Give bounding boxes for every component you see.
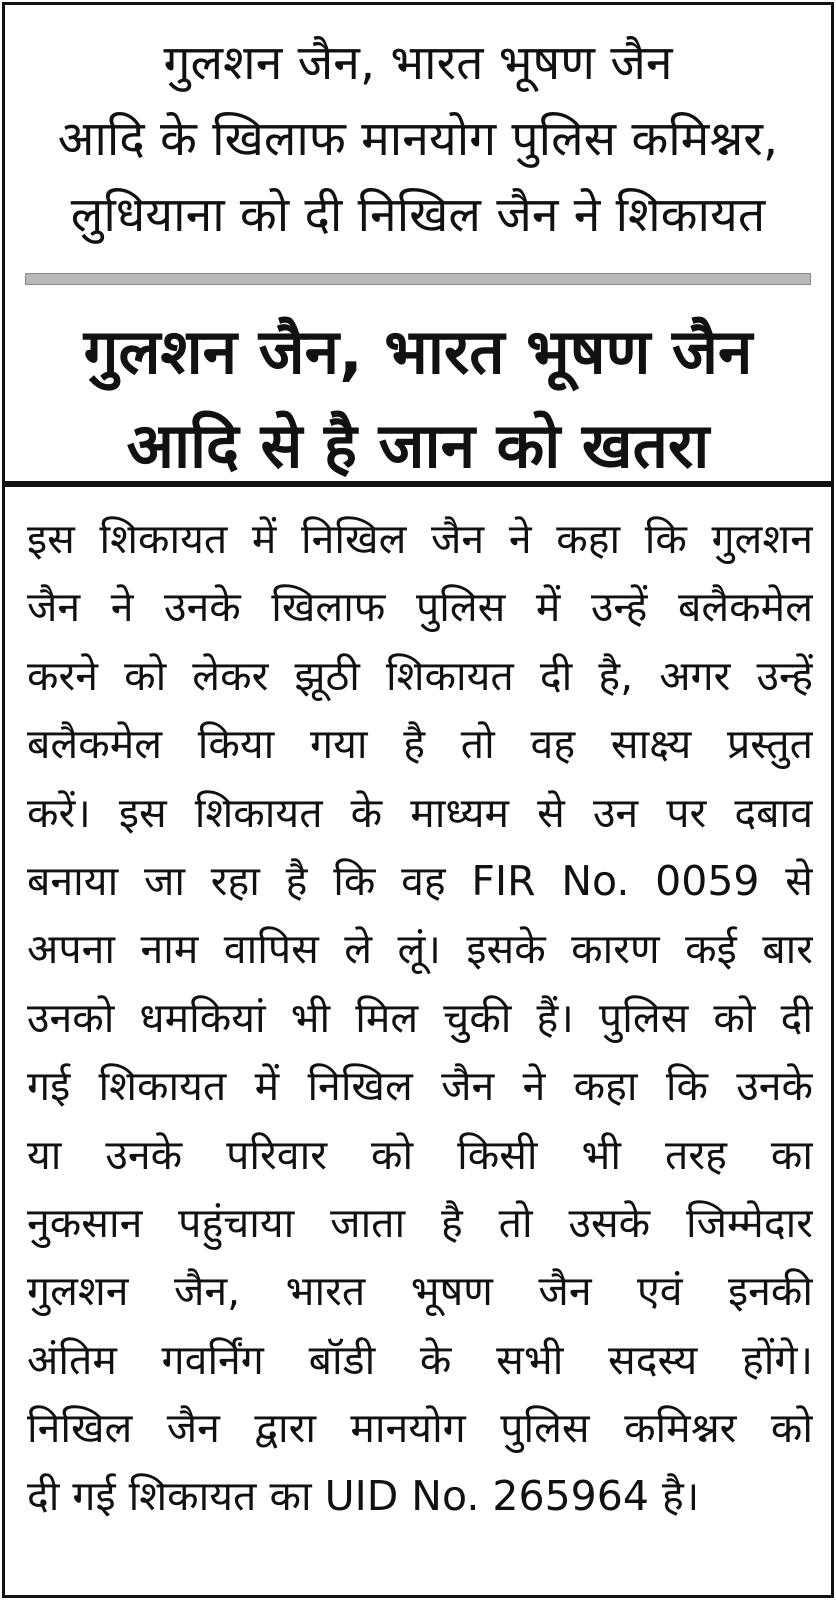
body-line: गई शिकायत में निखिल जैन ने कहा कि उनके bbox=[27, 1062, 813, 1111]
headline-line: आदि से है जान को खतरा bbox=[126, 409, 710, 482]
headline-box bbox=[5, 5, 831, 487]
headline bbox=[5, 305, 831, 493]
headline-line: गुलशन जैन, भारत भूषण जैन bbox=[83, 315, 753, 388]
subheadline-line: आदि के खिलाफ मानयोग पुलिस कमिश्नर, bbox=[57, 111, 779, 167]
article-body bbox=[27, 505, 813, 1531]
body-line: करें। इस शिकायत के माध्यम से उन पर दबाव bbox=[27, 788, 813, 837]
subheadline bbox=[5, 25, 831, 253]
body-line: करने को लेकर झूठी शिकायत दी है, अगर उन्हें bbox=[27, 651, 813, 700]
body-line: अंतिम गवर्निंग बॉडी के सभी सदस्य होंगे। bbox=[27, 1335, 813, 1384]
body-line: गुलशन जैन, भारत भूषण जैन एवं इनकी bbox=[27, 1267, 813, 1316]
body-line: जैन ने उनके खिलाफ पुलिस में उन्हें बलैकमेल bbox=[27, 583, 813, 632]
body-line: उनको धमकियां भी मिल चुकी हैं। पुलिस को दी bbox=[27, 993, 813, 1042]
body-line: अपना नाम वापिस ले लूं। इसके कारण कई बार bbox=[27, 925, 813, 974]
body-line: बनाया जा रहा है कि वह FIR No. 0059 से bbox=[27, 856, 813, 905]
subheadline-line: गुलशन जैन, भारत भूषण जैन bbox=[163, 35, 673, 91]
body-line: बलैकमेल किया गया है तो वह साक्ष्य प्रस्तुत bbox=[27, 720, 813, 769]
news-clipping-frame bbox=[2, 2, 834, 1598]
divider-bar bbox=[25, 273, 811, 285]
body-line: नुकसान पहुंचाया जाता है तो उसके जिम्मेदार bbox=[27, 1198, 813, 1247]
body-line: या उनके परिवार को किसी भी तरह का bbox=[27, 1130, 813, 1179]
body-line: दी गई शिकायत का UID No. 265964 है। bbox=[27, 1472, 700, 1521]
body-line: निखिल जैन द्वारा मानयोग पुलिस कमिश्नर को bbox=[27, 1404, 813, 1453]
body-line: इस शिकायत में निखिल जैन ने कहा कि गुलशन bbox=[27, 515, 813, 563]
subheadline-line: लुधियाना को दी निखिल जैन ने शिकायत bbox=[70, 187, 766, 243]
